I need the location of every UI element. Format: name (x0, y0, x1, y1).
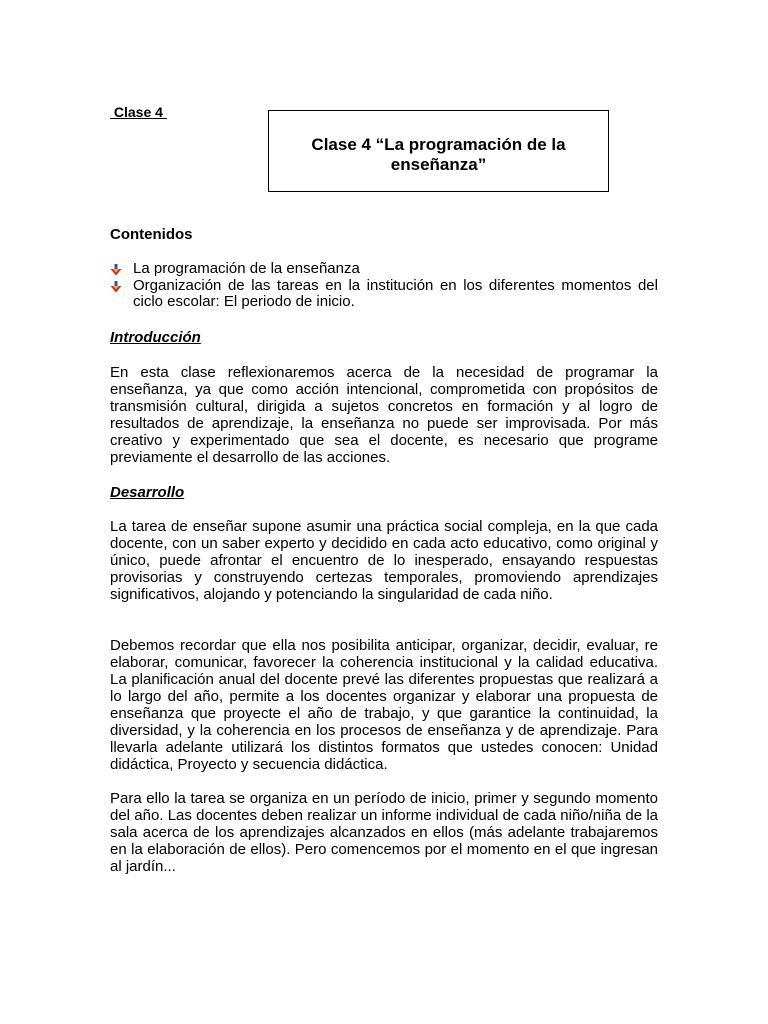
desarrollo-paragraph-3: Para ello la tarea se organiza en un período de inicio, primer y segundo momento del año. Las docentes deben realizar un informe individual de cada niño/niña de la sala acerca de los aprendizajes alcanzados en ellos (más adelante trabajaremos en la elaboración de ellos). Pero comencemos por el momento en el que ingresan al jardín... (110, 790, 658, 875)
desarrollo-heading: Desarrollo (110, 484, 185, 501)
contenidos-item-2: Organización de las tareas en la institución en los diferentes momentos del ciclo escolar: El periodo de inicio. (133, 276, 658, 310)
class-label: Clase 4 (110, 104, 167, 120)
document-title: Clase 4 “La programación de la enseñanza” (311, 135, 566, 174)
down-arrow-bullet-icon (110, 281, 122, 293)
desarrollo-paragraph-1: La tarea de enseñar supone asumir una práctica social compleja, en la que cada docente, con un saber experto y decidido en cada acto educativo, como original y único, puede afrontar el encuentro de lo inesperado, ensayando respuestas provisorias y construyendo certezas temporales, promoviendo aprendizajes significativos, alojando y potenciando la singularidad de cada niño. (110, 518, 658, 603)
introduccion-heading: Introducción (110, 329, 201, 346)
introduccion-paragraph: En esta clase reflexionaremos acerca de la necesidad de programar la enseñanza, ya que como acción intencional, comprometida con propósitos de transmisión cultural, dirigida a sujetos concretos en formación y al logro de resultados de aprendizaje, la enseñanza no puede ser improvisada. Por más creativo y experimentado que sea el docente, es necesario que programe previamente el desarrollo de las acciones. (110, 364, 658, 466)
contenidos-heading: Contenidos (110, 226, 193, 243)
down-arrow-bullet-icon (110, 264, 122, 276)
desarrollo-paragraph-2: Debemos recordar que ella nos posibilita anticipar, organizar, decidir, evaluar, re elaborar, comunicar, favorecer la coherencia institucional y la calidad educativa. La planificación anual del docente prevé las diferentes propuestas que realizará a lo largo del año, permite a los docentes organizar y elaborar una propuesta de enseñanza que proyecte el año de trabajo, y que garantice la continuidad, la diversidad, y la coherencia en los procesos de enseñanza y de aprendizaje. Para llevarla adelante utilizará los distintos formatos que ustedes conocen: Unidad didáctica, Proyecto y secuencia didáctica. (110, 637, 658, 773)
list-item (110, 261, 658, 278)
list-item (110, 278, 658, 311)
contenidos-list (110, 261, 658, 311)
contenidos-item-1: La programación de la enseñanza (133, 260, 360, 277)
title-box (268, 110, 609, 192)
